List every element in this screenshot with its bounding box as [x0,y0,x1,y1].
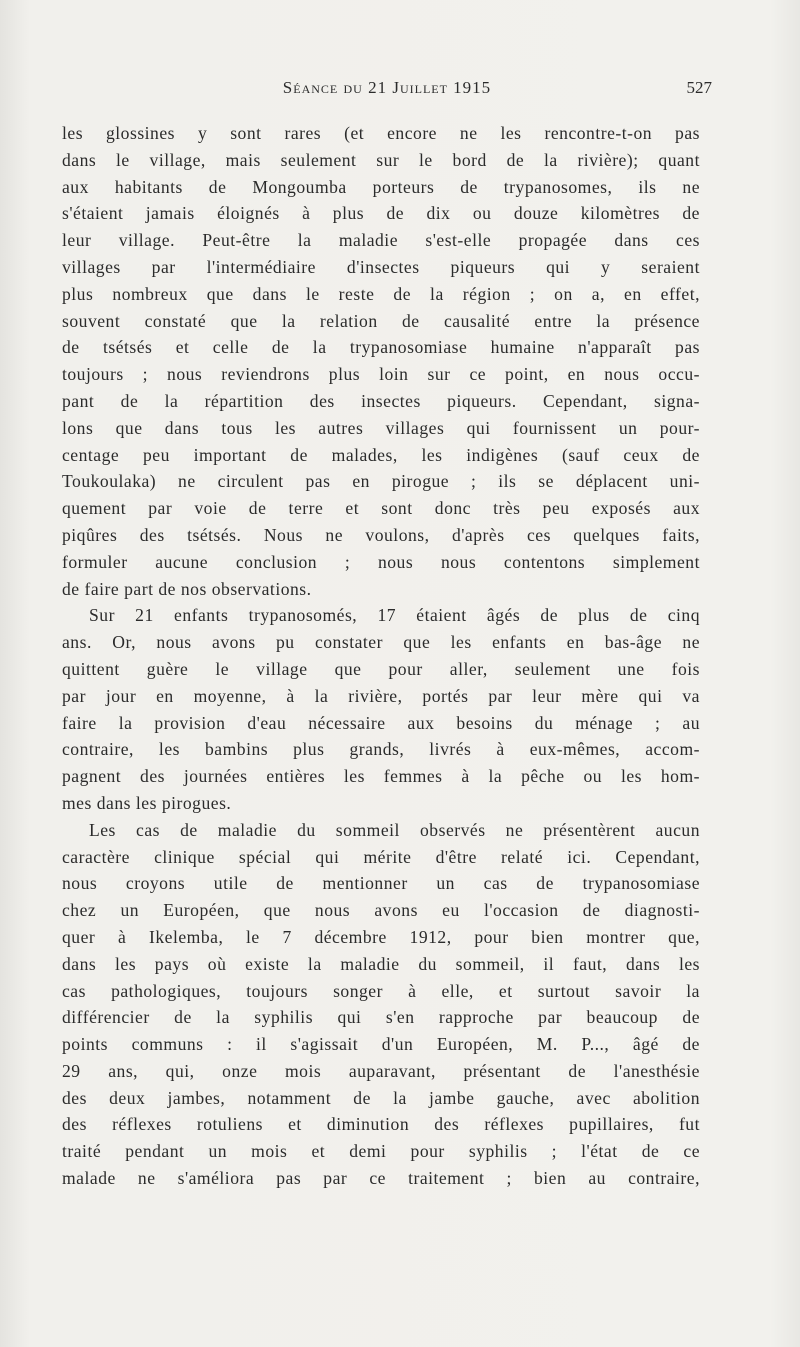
running-title: Séance du 21 Juillet 1915 [282,78,492,97]
text-line: dans les pays où existe la maladie du sommeil, il faut, dans les [62,953,700,974]
text-line: formuler aucune conclusion ; nous nous contentons simplement [62,551,700,572]
text-line: chez un Européen, que nous avons eu l'occasion de diagnosti- [62,900,700,921]
text-line: Les cas de maladie du sommeil observés ne présentèrent aucun [89,819,700,840]
text-line: malade ne s'améliora pas par ce traitement ; bien au contraire, [62,1168,700,1189]
text-line: toujours ; nous reviendrons plus loin sur ce point, en nous occu- [62,364,700,385]
text-line: leur village. Peut-être la maladie s'est-elle propagée dans ces [62,230,700,251]
text-line: des réflexes rotuliens et diminution des réflexes pupillaires, fut [62,1114,700,1135]
text-line: par jour en moyenne, à la rivière, portés par leur mère qui va [62,685,700,706]
text-line: différencier de la syphilis qui s'en rapproche par beaucoup de [62,1007,700,1028]
text-line: ans. Or, nous avons pu constater que les enfants en bas-âge ne [62,632,700,653]
text-line: nous croyons utile de mentionner un cas de trypanosomiase [62,873,700,894]
text-line: points communs : il s'agissait d'un Européen, M. P..., âgé de [62,1034,700,1055]
text-line: des deux jambes, notamment de la jambe gauche, avec abolition [62,1087,700,1108]
text-line: s'étaient jamais éloignés à plus de dix ou douze kilomètres de [62,203,700,224]
text-line: centage peu important de malades, les indigènes (sauf ceux de [62,444,700,465]
text-line: piqûres des tsétsés. Nous ne voulons, d'après ces quelques faits, [62,524,700,545]
text-line: quement par voie de terre et sont donc très peu exposés aux [62,498,700,519]
body-text [62,120,700,1192]
text-line: mes dans les pirogues. [62,792,232,813]
text-line: souvent constaté que la relation de causalité entre la présence [62,310,700,331]
text-line: contraire, les bambins plus grands, livrés à eux-mêmes, accom- [62,739,700,760]
text-line: 29 ans, qui, onze mois auparavant, présentant de l'anesthésie [62,1060,700,1081]
text-line: de tsétsés et celle de la trypanosomiase humaine n'apparaît pas [62,337,700,358]
text-line: quittent guère le village que pour aller, seulement une fois [62,658,700,679]
text-line: plus nombreux que dans le reste de la région ; on a, en effet, [62,283,700,304]
page-number: 527 [686,78,712,97]
running-header [62,78,712,102]
text-line: Sur 21 enfants trypanosomés, 17 étaient âgés de plus de cinq [89,605,700,626]
text-line: traité pendant un mois et demi pour syphilis ; l'état de ce [62,1141,700,1162]
text-line: pagnent des journées entières les femmes à la pêche ou les hom- [62,766,700,787]
text-line: faire la provision d'eau nécessaire aux besoins du ménage ; au [62,712,700,733]
text-line: villages par l'intermédiaire d'insectes piqueurs qui y seraient [62,256,700,277]
text-line: les glossines y sont rares (et encore ne les rencontre-t-on pas [62,123,700,143]
text-line: dans le village, mais seulement sur le bord de la rivière); quant [62,149,700,170]
text-line: quer à Ikelemba, le 7 décembre 1912, pour bien montrer que, [62,926,700,947]
text-line: cas pathologiques, toujours songer à elle, et surtout savoir la [62,980,700,1001]
text-line: pant de la répartition des insectes piqueurs. Cependant, signa- [62,390,700,411]
text-line: lons que dans tous les autres villages qui fournissent un pour- [62,417,700,438]
text-line: caractère clinique spécial qui mérite d'être relaté ici. Cependant, [62,846,700,867]
text-line: aux habitants de Mongoumba porteurs de trypanosomes, ils ne [62,176,700,197]
text-line: Toukoulaka) ne circulent pas en pirogue ; ils se déplacent uni- [62,471,700,492]
text-line: de faire part de nos observations. [62,578,312,599]
